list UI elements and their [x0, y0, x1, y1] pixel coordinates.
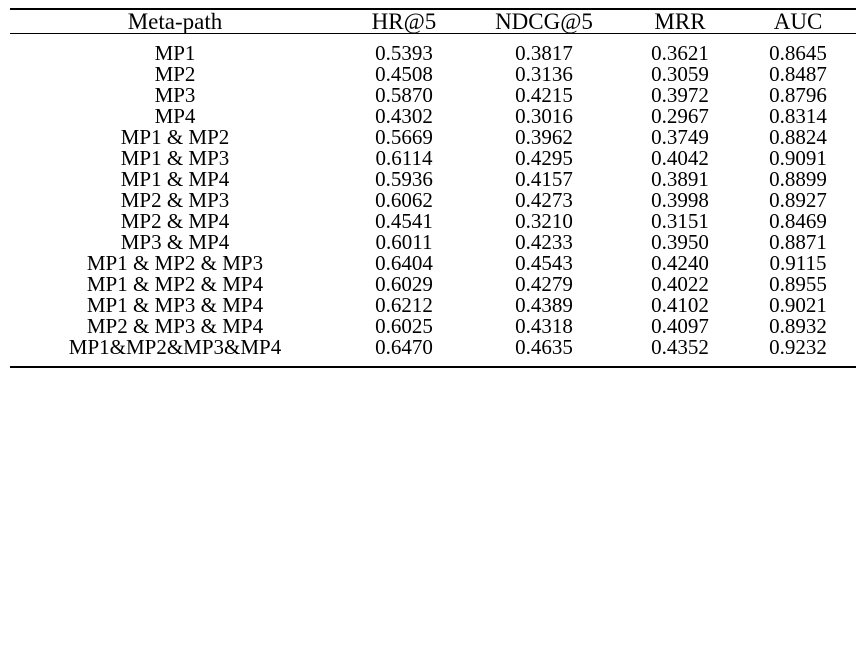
cell-ndcg5: 0.4295: [515, 146, 573, 170]
cell-ndcg5: 0.4543: [515, 251, 573, 275]
column-header-ndcg5: NDCG@5: [495, 9, 593, 34]
table-header-row: [10, 10, 856, 34]
cell-ndcg5: 0.4157: [515, 167, 573, 191]
cell-ndcg5: 0.4318: [515, 314, 573, 338]
cell-auc: 0.9021: [769, 293, 827, 317]
column-header-mrr: MRR: [654, 9, 706, 34]
meta-path-results-table: [10, 8, 856, 368]
table-bottom-rule: [10, 367, 856, 368]
cell-mrr: 0.4240: [651, 251, 709, 275]
cell-mrr: 0.3621: [651, 41, 709, 65]
cell-ndcg5: 0.4215: [515, 83, 573, 107]
cell-ndcg5: 0.4233: [515, 230, 573, 254]
cell-meta-path: MP1 & MP3 & MP4: [86, 293, 264, 317]
cell-meta-path: MP2 & MP3: [120, 188, 230, 212]
cell-hr5: 0.6025: [375, 314, 433, 338]
cell-auc: 0.9115: [769, 251, 827, 275]
cell-auc: 0.8955: [769, 272, 827, 296]
cell-hr5: 0.6470: [375, 335, 433, 359]
cell-ndcg5: 0.3136: [515, 62, 573, 86]
cell-auc: 0.8796: [769, 83, 827, 107]
cell-mrr: 0.3998: [651, 188, 709, 212]
table-row: [10, 106, 856, 127]
cell-mrr: 0.3950: [651, 230, 709, 254]
column-header-meta-path: Meta-path: [127, 9, 223, 34]
table-row: [10, 169, 856, 190]
cell-hr5: 0.5669: [375, 125, 433, 149]
cell-hr5: 0.5936: [375, 167, 433, 191]
cell-auc: 0.9091: [769, 146, 827, 170]
cell-meta-path: MP3: [154, 83, 196, 107]
cell-mrr: 0.3151: [651, 209, 709, 233]
cell-hr5: 0.6114: [375, 146, 433, 170]
table-body: [10, 9, 856, 368]
cell-mrr: 0.3891: [651, 167, 709, 191]
cell-auc: 0.8314: [769, 104, 827, 128]
cell-meta-path: MP2: [154, 62, 196, 86]
cell-mrr: 0.4042: [651, 146, 709, 170]
column-header-auc: AUC: [773, 9, 823, 34]
table-row: [10, 316, 856, 337]
cell-auc: 0.8899: [769, 167, 827, 191]
cell-meta-path: MP1&MP2&MP3&MP4: [68, 335, 282, 359]
cell-auc: 0.8645: [769, 41, 827, 65]
cell-ndcg5: 0.3016: [515, 104, 573, 128]
cell-meta-path: MP1 & MP2: [120, 125, 230, 149]
table-row: [10, 148, 856, 169]
cell-ndcg5: 0.4279: [515, 272, 573, 296]
cell-hr5: 0.4541: [375, 209, 433, 233]
cell-ndcg5: 0.4273: [515, 188, 573, 212]
cell-mrr: 0.4097: [651, 314, 709, 338]
cell-mrr: 0.4102: [651, 293, 709, 317]
cell-hr5: 0.5393: [375, 41, 433, 65]
cell-hr5: 0.5870: [375, 83, 433, 107]
cell-hr5: 0.6011: [375, 230, 433, 254]
cell-hr5: 0.4302: [375, 104, 433, 128]
cell-auc: 0.8927: [769, 188, 827, 212]
cell-hr5: 0.4508: [375, 62, 433, 86]
cell-mrr: 0.3972: [651, 83, 709, 107]
cell-meta-path: MP1 & MP2 & MP4: [86, 272, 264, 296]
table-row: [10, 253, 856, 274]
cell-meta-path: MP1 & MP2 & MP3: [86, 251, 264, 275]
cell-auc: 0.8487: [769, 62, 827, 86]
cell-hr5: 0.6212: [375, 293, 433, 317]
cell-mrr: 0.3749: [651, 125, 709, 149]
table-row: [10, 274, 856, 295]
table-row: [10, 64, 856, 85]
cell-auc: 0.9232: [769, 335, 827, 359]
footer-spacer: [10, 358, 856, 367]
cell-meta-path: MP4: [154, 104, 196, 128]
cell-auc: 0.8824: [769, 125, 827, 149]
cell-hr5: 0.6029: [375, 272, 433, 296]
cell-ndcg5: 0.3817: [515, 41, 573, 65]
cell-meta-path: MP2 & MP4: [120, 209, 230, 233]
cell-mrr: 0.2967: [651, 104, 709, 128]
cell-hr5: 0.6404: [375, 251, 433, 275]
cell-auc: 0.8871: [769, 230, 827, 254]
cell-auc: 0.8932: [769, 314, 827, 338]
table-row: [10, 127, 856, 148]
cell-hr5: 0.6062: [375, 188, 433, 212]
cell-meta-path: MP1 & MP4: [120, 167, 230, 191]
table-row: [10, 85, 856, 106]
cell-auc: 0.8469: [769, 209, 827, 233]
cell-ndcg5: 0.3210: [515, 209, 573, 233]
cell-ndcg5: 0.3962: [515, 125, 573, 149]
table-row: [10, 190, 856, 211]
cell-mrr: 0.4352: [651, 335, 709, 359]
header-spacer: [10, 34, 856, 43]
cell-meta-path: MP3 & MP4: [120, 230, 230, 254]
cell-mrr: 0.4022: [651, 272, 709, 296]
cell-ndcg5: 0.4389: [515, 293, 573, 317]
table-row: [10, 211, 856, 232]
table-row-best: [10, 337, 856, 358]
cell-mrr: 0.3059: [651, 62, 709, 86]
table-row: [10, 295, 856, 316]
cell-meta-path: MP2 & MP3 & MP4: [86, 314, 264, 338]
table-row: [10, 43, 856, 64]
cell-ndcg5: 0.4635: [515, 335, 573, 359]
column-header-hr5: HR@5: [371, 9, 437, 34]
cell-meta-path: MP1 & MP3: [120, 146, 230, 170]
table-row: [10, 232, 856, 253]
cell-meta-path: MP1: [154, 41, 196, 65]
